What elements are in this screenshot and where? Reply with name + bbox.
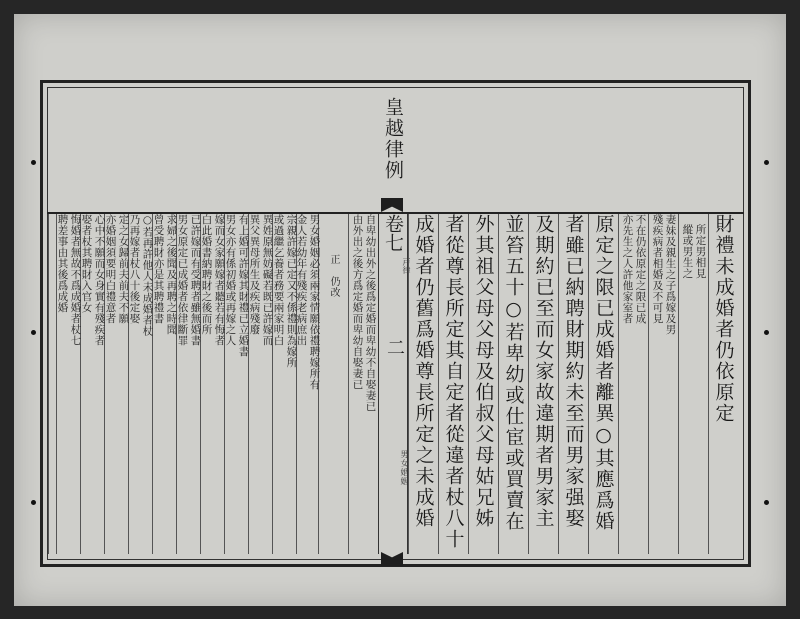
text-column [152,214,176,554]
binding-hole-dot [31,160,36,165]
column-text: 者雖已納聘財期約未至而男家强娶 [562,214,585,529]
column-text: 原定之限已成婚者離異○其應爲婚 [592,214,615,532]
text-column [618,214,648,554]
column-annotation: 縱或男生之 [681,224,694,279]
column-annotation: 自卑幼出外之後爲定婚而卑幼不自娶妻已 [364,214,377,412]
column-annotation: 殘疾病者相婚及不可見 [651,214,664,324]
volume-label: 卷七 [382,214,404,252]
text-column [200,214,224,554]
column-annotation: 亦婚姻須要明白禮意者 [104,214,117,324]
column-annotation: 聘差事由其後爲成婚 [56,214,69,313]
column-annotation: 妻妹及親生之子爲嫁及男 [664,214,677,335]
column-annotation: 男女原定已成婚者依律斷罪 [176,214,189,346]
text-column [48,214,56,554]
text-column [80,214,104,554]
text-column [498,214,528,554]
column-annotation: 或過繼乞養者務要兩家明白 [272,214,285,346]
column-annotation: 金人若幼年有殘疾老病庶出 [295,214,308,346]
column-annotation: 所定男相見 [694,224,707,279]
text-column [56,214,80,554]
column-annotation: 男女亦有係初婚或再嫁之人 [224,214,237,346]
column-annotation: 曾受聘財亦是其聘禮書 [152,214,165,324]
column-annotation: 定之女歸前夫前夫不願 [117,214,130,324]
column-annotation: 心中不願而女身實有殘疾者 [93,214,106,346]
text-column [528,214,558,554]
column-annotation: 不在仍依原定之限已成 [634,214,647,324]
text-column [558,214,588,554]
binding-hole-dot [764,500,769,505]
column-annotation: ○若再許他人未成婚者杖 [141,214,154,337]
column-annotation: 有上婚可許嫁其財禮已立婚書 [237,214,250,357]
text-column [678,214,708,554]
text-column [224,214,248,554]
column-annotation: 已許嫁而有受聘者雖無婚書 [189,214,202,346]
text-column [318,214,348,554]
text-column [348,214,378,554]
binding-hole-dot [764,160,769,165]
column-annotation: 求婦之後聞及再聘之時聞 [165,214,178,335]
text-column [408,214,438,554]
column-annotation: 乃再嫁者杖八十後定娶 [128,214,141,324]
column-text: 財禮未成婚者仍依原定 [712,214,735,424]
column-note: 正 仍改 [328,254,339,298]
column-text: 者從尊長所定其自定者從違者杖八十 [442,214,465,550]
text-column [104,214,128,554]
binding-hole-dot [31,330,36,335]
column-text: 及期約已至而女家故違期者男家主 [532,214,555,529]
text-column [588,214,618,554]
column-text: 並笞五十○若卑幼或仕宦或買賣在 [502,214,525,532]
text-column [648,214,678,554]
column-annotation: 娶者杖其聘財入官女 [80,214,93,313]
volume-subtitle: 戸律 [402,258,411,274]
text-column [708,214,738,554]
text-column [128,214,152,554]
column-annotation: 男女婚姻必須兩家情願依禮聘嫁所有 [308,214,321,390]
column-annotation: 宗親許嫁已定又不係禮則為嫁所 [285,214,298,368]
column-annotation: 嫁而女家願嫁者聽若有悔者 [213,214,226,346]
page-number: 二 [384,338,405,356]
column-annotation: 亦先生之人許他家室者 [621,214,634,324]
column-annotation: 白此婚書納聘財之後而所 [200,214,213,335]
margin-strip [738,214,746,554]
binding-hole-dot [31,500,36,505]
column-annotation: 異姓原無妨礙若既已許嫁而 [261,214,274,346]
text-column [468,214,498,554]
text-column [176,214,200,554]
binding-hole-dot [764,330,769,335]
column-annotation: 異父異母所生及疾病殘廢 [248,214,261,335]
column-text: 成婚者仍舊爲婚尊長所定之未成婚 [412,214,435,529]
text-column [272,214,296,554]
column-annotation: 悔婚者無故不爲成婚者杖七 [69,214,82,346]
section-title: 男女婚姻 [400,450,409,486]
column-annotation: 由外出之後方爲定婚而卑幼自娶妻已 [351,214,364,390]
book-title: 皇越律例 [382,97,404,181]
text-column [248,214,272,554]
column-text: 外其祖父母父母及伯叔父母姑兄姊 [472,214,495,529]
text-column [438,214,468,554]
text-column [295,214,321,554]
